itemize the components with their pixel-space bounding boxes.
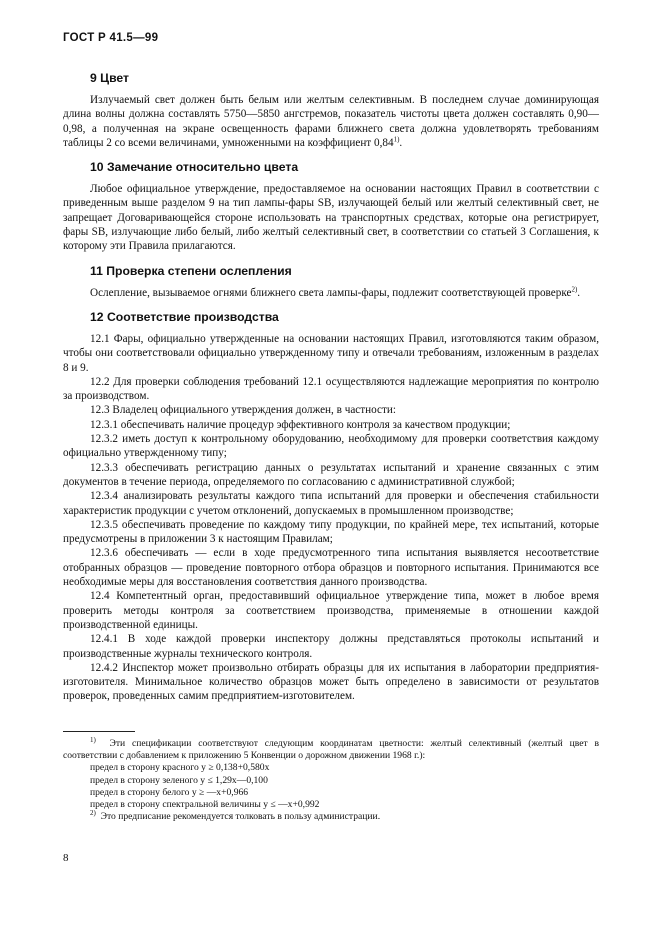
page-number: 8: [63, 852, 69, 864]
clause-12-4: 12.4 Компетентный орган, предоставивший официальное утверждение типа, может в любое время проверить методы контроля за соответствием производства, применяемые в отношении каждой производственной единицы.: [63, 590, 599, 631]
clause-12-4-2: 12.4.2 Инспектор может произвольно отбирать образцы для их испытания в лаборатории предприятия-изготовителя. Минимальное количество образцов может быть определено в зависимости от результатов проверок, проведенных самим предприятием-изготовителем.: [63, 661, 599, 703]
footnotes: [63, 735, 600, 823]
footnote-divider: [63, 731, 135, 732]
footnote-ref-2[interactable]: 2): [571, 284, 578, 293]
document-code: ГОСТ Р 41.5—99: [63, 32, 159, 44]
clause-12-3-6: 12.3.6 обеспечивать — если в ходе предусмотренного типа испытания выявляется несоответствие отобранных образцов — проведение повторного отбора образцов и повторного испытания. Принимаются все необходимые меры для восстановления соответствия данного производства.: [63, 547, 599, 589]
section-9-color: [63, 70, 599, 150]
footnote-marker: 2): [90, 809, 96, 818]
clause-12-3-2: 12.3.2 иметь доступ к контрольному оборудованию, необходимому для проверки соответствия каждому официально утвержденному типу;: [63, 433, 599, 460]
footnote-2: $^{2)}$ Это предписание рекомендуется толковать в пользу администрации.: [90, 809, 381, 823]
clause-12-1: 12.1 Фары, официально утвержденные на основании настоящих Правил, изготовляются таким образом, чтобы они соответствовали официально утвержденному типу и отвечали требованиям, изложенным в разделах 8 и 9.: [63, 332, 599, 374]
clause-12-3-4: 12.3.4 анализировать результаты каждого типа испытаний для проверки и обеспечения стабильности характеристик продукции с учетом отклонений, допускаемых в промышленном производстве;: [63, 490, 599, 517]
paragraph: Излучаемый свет должен быть белым или желтым селективным. В последнем случае доминирующая длина волны должна составлять 5750—5850 ангстремов, показатель чистоты цвета должен составлять 0,90—0,98, а полученная на экране освещенность фарами ближнего света должна удовлетворять требованиям таблицы 2 со всеми величинами, умноженными на коэффициент 0,84$^{1)}$.: [63, 94, 599, 149]
footnote-1: $^{1)}$ Эти спецификации соответствуют следующим координатам цветности: желтый селективный (желтый цвет в соответствии с добавлением к приложению 5 Конвенции о дорожном движении 1968 г.):: [63, 735, 600, 762]
clause-12-3-3: 12.3.3 обеспечивать регистрацию данных о результатах испытаний и хранение связанных с этим документов в течение периода, определяемого по согласованию с административной службой;: [63, 461, 599, 488]
footnote-1-limit-green: предел в сторону зеленого y ≤ 1,29x—0,100: [90, 774, 268, 786]
paragraph: Ослепление, вызываемое огнями ближнего света лампы-фары, подлежит соответствующей проверке$^{2)}$.: [90, 284, 581, 299]
footnote-ref-1[interactable]: 1): [393, 135, 400, 144]
section-heading: 11 Проверка степени ослепления: [90, 263, 292, 278]
section-heading: 12 Соответствие производства: [90, 309, 279, 324]
section-heading: 10 Замечание относительно цвета: [90, 160, 299, 175]
section-11-glare-check: [63, 263, 599, 300]
clause-12-4-1: 12.4.1 В ходе каждой проверки инспектору должны представляться протоколы испытаний и производственные журналы технического контроля.: [63, 633, 599, 660]
section-heading: 9 Цвет: [90, 71, 129, 85]
page-content: [63, 70, 599, 704]
clause-12-2: 12.2 Для проверки соблюдения требований 12.1 осуществляются надлежащие мероприятия по контролю за производством.: [63, 375, 599, 403]
clause-12-3-5: 12.3.5 обеспечивать проведение по каждому типу продукции, по крайней мере, тех испытаний, которые предусмотрены в приложении 3 к настоящим Правилам;: [63, 518, 599, 546]
footnote-1-limit-spectral: предел в сторону спектральной величины y ≤ —x+0,992: [90, 799, 320, 811]
section-12-production-conformity: [63, 309, 599, 704]
footnote-1-limit-red: предел в сторону красного y ≥ 0,138+0,580x: [90, 762, 270, 774]
clause-12-3-1: 12.3.1 обеспечивать наличие процедур эффективного контроля за качеством продукции;: [90, 418, 511, 431]
section-10-color-note: [63, 159, 599, 253]
clause-12-3: 12.3 Владелец официального утверждения должен, в частности:: [90, 404, 396, 417]
footnote-marker: 1): [90, 735, 96, 744]
paragraph: Любое официальное утверждение, предоставляемое на основании настоящих Правил в соответствии с приведенным выше разделом 9 на тип лампы-фары SB, излучающей белый или желтый селективный свет, не запрещает Договаривающейся стороне использовать на транспортных средствах, которые она регистрирует, фары SB, излучающие либо белый, либо желтый селективный свет, в соответствии со статьей 3 Соглашения, к которому эти Правила прилагаются.: [63, 183, 599, 253]
footnote-1-limit-white: предел в сторону белого y ≥ —x+0,966: [90, 786, 249, 798]
